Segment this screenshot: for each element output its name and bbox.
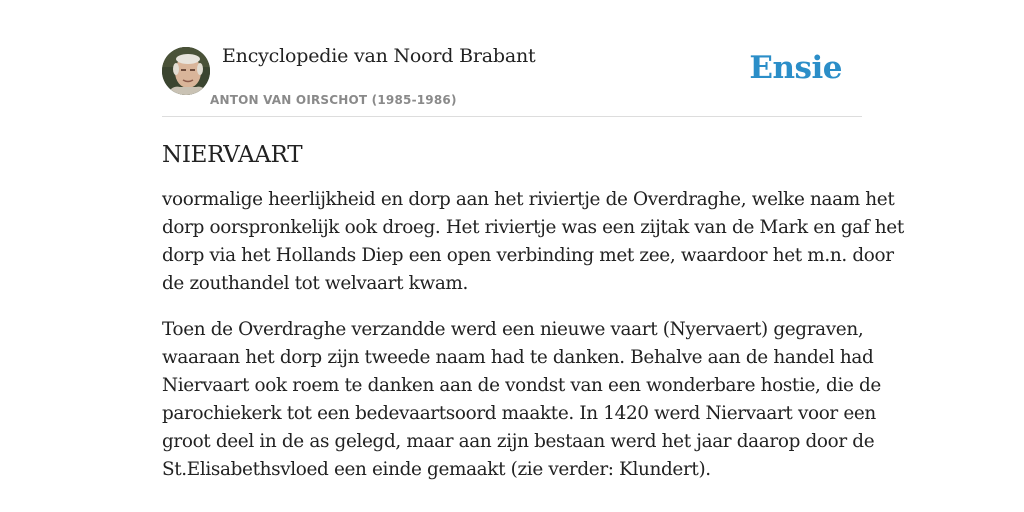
paragraph-line: St.Elisabethsvloed een einde gemaakt (zie verder: Klundert).: [162, 459, 711, 480]
avatar-portrait-icon: [162, 47, 210, 95]
author-avatar[interactable]: [162, 47, 210, 95]
paragraph-line: parochiekerk tot een bedevaartsoord maakte. In 1420 werd Niervaart voor een: [162, 403, 876, 424]
paragraph-line: de zouthandel tot welvaart kwam.: [162, 273, 469, 294]
paragraph-line: waaraan het dorp zijn tweede naam had te danken. Behalve aan de handel had: [162, 347, 874, 368]
paragraph-1: [162, 186, 904, 298]
paragraph-line: groot deel in de as gelegd, maar aan zijn bestaan werd het jaar daarop door de: [162, 431, 875, 452]
paragraph-line: Niervaart ook roem te danken aan de vondst van een wonderbare hostie, die de: [162, 375, 881, 396]
author-name[interactable]: ANTON VAN OIRSCHOT (1985-1986): [210, 93, 457, 107]
header: [162, 0, 862, 117]
paragraph-2: [162, 316, 881, 484]
paragraph-line: Toen de Overdraghe verzandde werd een nieuwe vaart (Nyervaert) gegraven,: [162, 319, 864, 340]
brand-logo[interactable]: Ensie: [749, 50, 842, 86]
article: [162, 138, 904, 502]
paragraph-line: voormalige heerlijkheid en dorp aan het riviertje de Overdraghe, welke naam het: [162, 189, 895, 210]
article-title: NIERVAART: [162, 142, 303, 168]
source-title[interactable]: Encyclopedie van Noord Brabant: [222, 45, 536, 67]
paragraph-line: dorp via het Hollands Diep een open verbinding met zee, waardoor het m.n. door: [162, 245, 894, 266]
paragraph-line: dorp oorspronkelijk ook droeg. Het riviertje was een zijtak van de Mark en gaf het: [162, 217, 904, 238]
